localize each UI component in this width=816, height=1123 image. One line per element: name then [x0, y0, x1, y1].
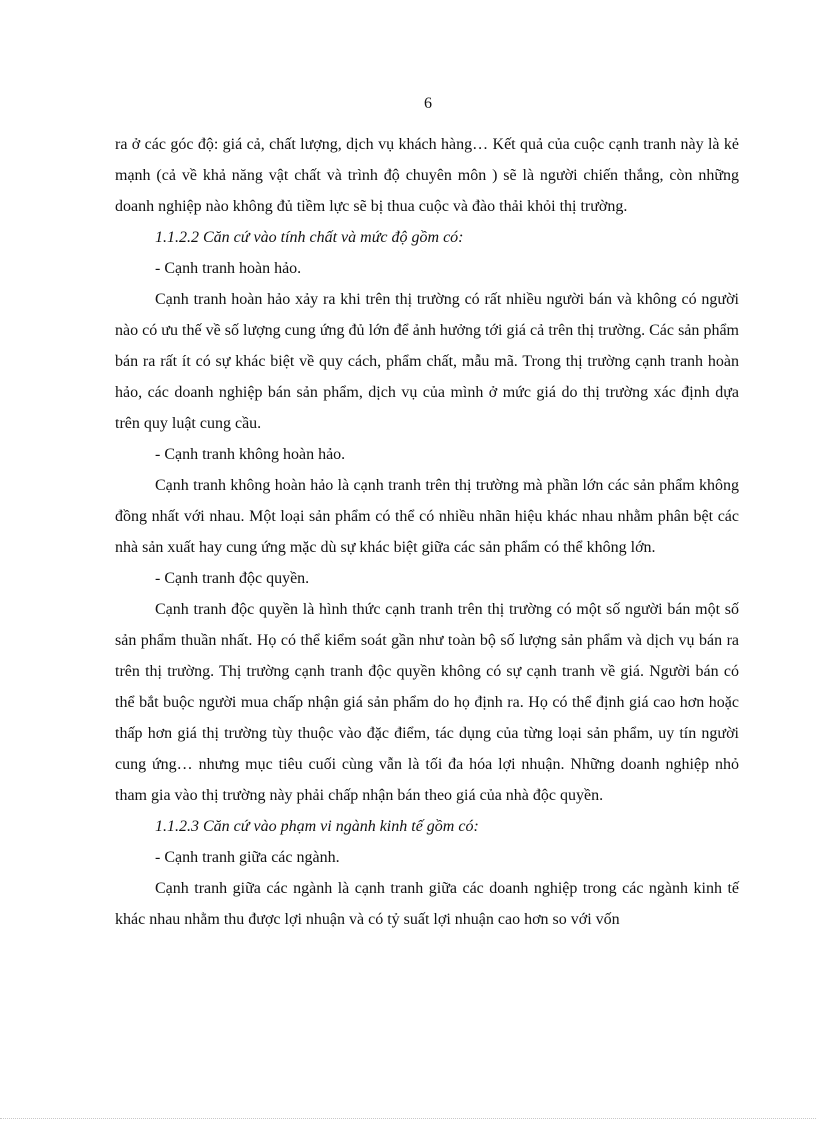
bullet-monopolistic-competition: - Cạnh tranh độc quyền. — [155, 570, 310, 587]
paragraph-inter-industry-competition: Cạnh tranh giữa các ngành là cạnh tranh giữa các doanh nghiệp trong các ngành kinh tế khác nhau nhằm thu được lợi nhuận và có tỷ suất lợi nhuận cao hơn so với vốn — [115, 880, 739, 928]
paragraph-continuation: ra ở các góc độ: giá cả, chất lượng, dịch vụ khách hàng… Kết quả của cuộc cạnh tranh này là kẻ mạnh (cả về khả năng vật chất và trình độ chuyên môn ) sẽ là người chiến thắng, còn những doanh nghiệp nào không đủ tiềm lực sẽ bị thua cuộc và đào thải khỏi thị trường. — [115, 136, 739, 215]
paragraph-monopolistic-competition: Cạnh tranh độc quyền là hình thức cạnh tranh trên thị trường có một số người bán một số sản phẩm thuần nhất. Họ có thể kiểm soát gần như toàn bộ số lượng sản phẩm và dịch vụ bán ra trên thị trường. Thị trường cạnh tranh độc quyền không có sự cạnh tranh về giá. Người bán có thể bắt buộc người mua chấp nhận giá sản phẩm do họ định ra. Họ có thể định giá cao hơn hoặc thấp hơn giá thị trường tùy thuộc vào đặc điểm, tác dụng của từng loại sản phẩm, uy tín người cung ứng… nhưng mục tiêu cuối cùng vẫn là tối đa hóa lợi nhuận. Những doanh nghiệp nhỏ tham gia vào thị trường này phải chấp nhận bán theo giá của nhà độc quyền. — [115, 601, 739, 804]
bullet-inter-industry-competition: - Cạnh tranh giữa các ngành. — [155, 849, 340, 866]
section-heading-1-1-2-3: 1.1.2.3 Căn cứ vào phạm vi ngành kinh tế gồm có: — [155, 818, 479, 835]
paragraph-perfect-competition: Cạnh tranh hoàn hảo xảy ra khi trên thị trường có rất nhiều người bán và không có người nào có ưu thế về số lượng cung ứng đủ lớn để ảnh hưởng tới giá cả trên thị trường. Các sản phẩm bán ra rất ít có sự khác biệt về quy cách, phẩm chất, mẫu mã. Trong thị trường cạnh tranh hoàn hảo, các doanh nghiệp bán sản phẩm, dịch vụ của mình ở mức giá do thị trường xác định dựa trên quy luật cung cầu. — [115, 291, 739, 432]
paragraph-imperfect-competition: Cạnh tranh không hoàn hảo là cạnh tranh trên thị trường mà phần lớn các sản phẩm không đồng nhất với nhau. Một loại sản phẩm có thể có nhiều nhãn hiệu khác nhau nhằm phân bệt các nhà sản xuất hay cung ứng mặc dù sự khác biệt giữa các sản phẩm có thể không lớn. — [115, 477, 739, 556]
page-number: 6 — [424, 95, 432, 112]
document-body — [115, 129, 739, 935]
bullet-perfect-competition: - Cạnh tranh hoàn hảo. — [155, 260, 302, 277]
bullet-imperfect-competition: - Cạnh tranh không hoàn hảo. — [155, 446, 346, 463]
section-heading-1-1-2-2: 1.1.2.2 Căn cứ vào tính chất và mức độ gồm có: — [155, 229, 464, 246]
page-bottom-border — [0, 1118, 816, 1119]
